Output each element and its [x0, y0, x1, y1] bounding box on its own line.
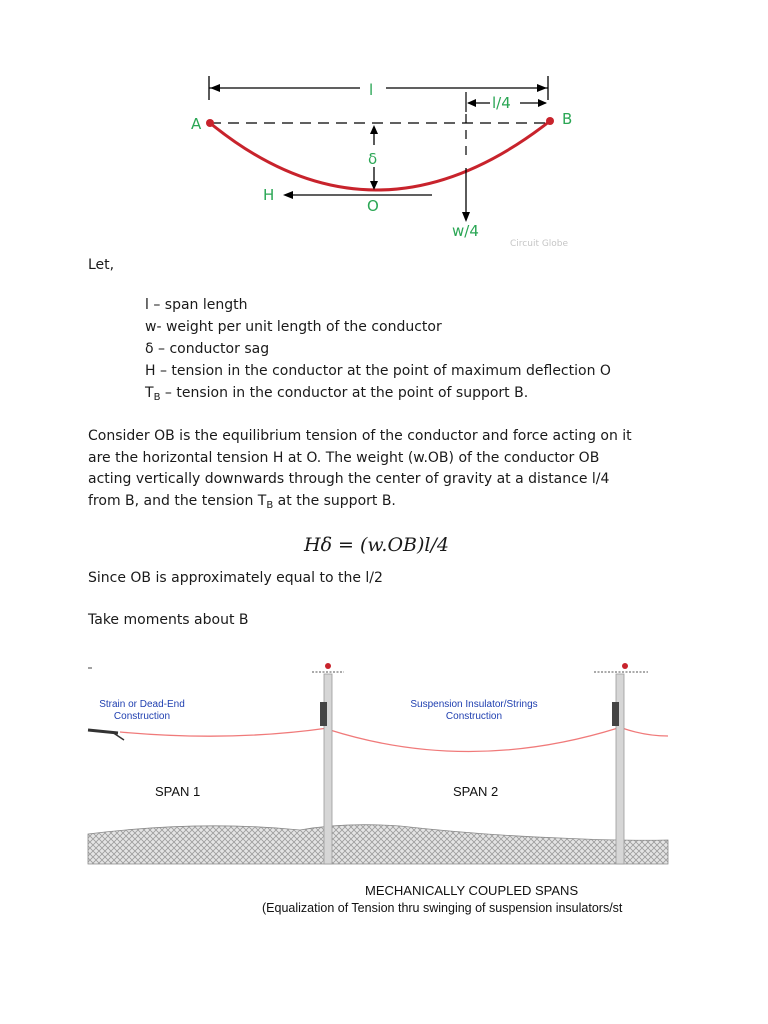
span-3-wire [622, 728, 668, 736]
pole-1-suspension-insulator [320, 702, 327, 726]
label-h: H [263, 186, 275, 204]
sag-diagram [0, 0, 768, 260]
conductor-curve [210, 121, 550, 190]
paragraph-line-3: acting vertically downwards through the center of gravity at a distance l/4 [88, 471, 610, 487]
pole-1-top-insulator [325, 663, 331, 669]
paragraph-line-2: are the horizontal tension H at O. The weight (w.OB) of the conductor OB [88, 449, 600, 466]
tb-description: – tension in the conductor at the point of support B. [160, 385, 529, 401]
span-2-wire [330, 728, 618, 752]
watermark: Circuit Globe [510, 239, 569, 249]
span-arrow-left [210, 84, 220, 92]
label-l: l [369, 81, 374, 99]
label-o: O [367, 197, 379, 215]
definition-span-length: l – span length [145, 297, 248, 313]
tb-subscript: B [153, 392, 161, 403]
paragraph-line-1: Consider OB is the equilibrium tension of the conductor and force acting on it [88, 428, 632, 444]
label-w-quarter: w/4 [452, 222, 479, 240]
caption-title: MECHANICALLY COUPLED SPANS [365, 883, 579, 898]
pole-2-top-insulator [622, 663, 628, 669]
support-point-b [546, 117, 554, 125]
quarter-arrow-right [538, 99, 547, 107]
tb-symbol: T [145, 385, 154, 401]
quarter-arrow-left [467, 99, 476, 107]
span-1-wire [120, 728, 328, 736]
paragraph-line-4-pre: from B, and the tension T [88, 492, 267, 509]
horizontal-tension-arrow [283, 191, 293, 199]
approximation-text: Since OB is approximately equal to the l/2 [88, 570, 383, 586]
definition-tension-tb [145, 383, 611, 405]
strain-construction-label-1: Strain or Dead-End [99, 699, 185, 710]
let-label: Let, [88, 257, 115, 273]
suspension-construction-label-2: Construction [445, 711, 503, 722]
label-delta: δ [368, 150, 378, 168]
moments-text: Take moments about B [88, 612, 249, 628]
weight-arrow-down [462, 212, 470, 222]
label-a: A [191, 115, 202, 133]
paragraph-line-4-sub: B [266, 499, 274, 511]
pole-2-suspension-insulator [612, 702, 619, 726]
support-point-a [206, 119, 214, 127]
moment-equation: Hδ = (w.OB)l/4 [304, 534, 449, 556]
paragraph-line-4-post: at the support B. [273, 492, 396, 509]
sag-arrow-up [370, 125, 378, 134]
span-1-label: SPAN 1 [155, 784, 201, 799]
caption-subtitle: (Equalization of Tension thru swinging of suspension insulators/st [262, 901, 623, 915]
dead-end-clamp [112, 732, 124, 740]
label-l-quarter: l/4 [492, 94, 511, 112]
paragraph-line-4 [88, 491, 632, 513]
strain-construction-label-2: Construction [113, 711, 171, 722]
equilibrium-paragraph [88, 426, 632, 512]
definition-sag: δ – conductor sag [145, 341, 270, 357]
definition-weight: w- weight per unit length of the conductor [145, 319, 442, 335]
ground-terrain [88, 825, 668, 864]
span-2-label: SPAN 2 [453, 784, 499, 799]
spans-diagram [0, 650, 768, 930]
suspension-construction-label-1: Suspension Insulator/Strings [410, 699, 538, 710]
definition-tension-h: H – tension in the conductor at the point of maximum deflection O [145, 363, 611, 379]
definitions-list [145, 295, 611, 405]
span-arrow-right [537, 84, 547, 92]
label-b: B [562, 110, 573, 128]
